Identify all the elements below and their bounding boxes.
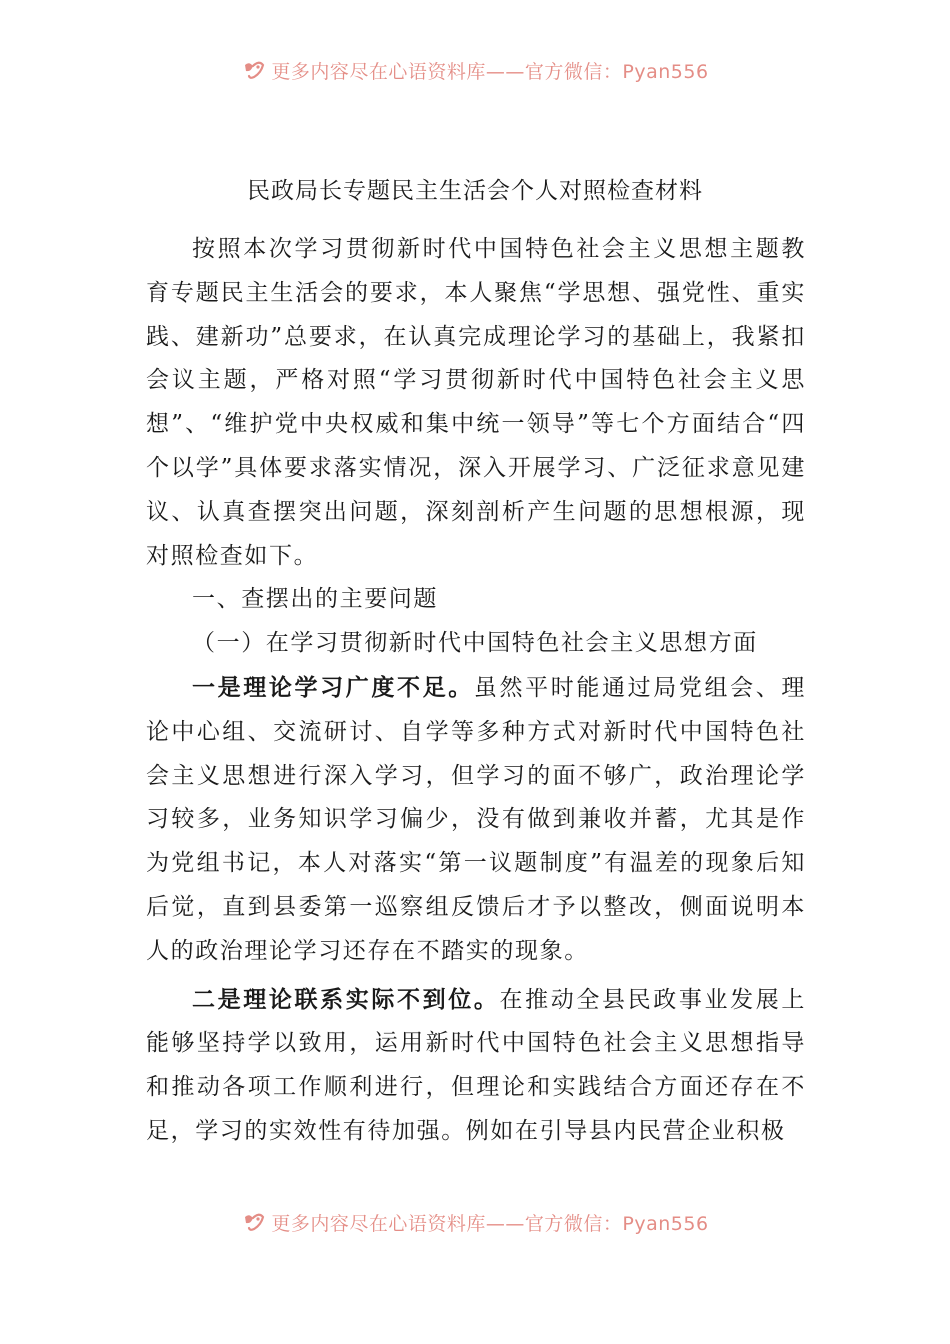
point-lead-1: 一是理论学习广度不足。: [192, 673, 474, 701]
point-body-1: 虽然平时能通过局党组会、理论中心组、交流研讨、自学等多种方式对新时代中国特色社会主义思想进行深入学习，但学习的面不够广，政治理论学习较多，业务知识学习偏少，没有做到兼收并蓄，尤其是作为党组书记，本人对落实“第一议题制度”有温差的现象后知后觉，直到县委第一巡察组反馈后才予以整改，侧面说明本人的政治理论学习还存在不踏实的现象。: [146, 674, 806, 964]
watermark-text: 更多内容尽在心语资料库——官方微信：Pyan556: [271, 1212, 709, 1235]
watermark-footer: [0, 1206, 950, 1238]
document-body: [146, 228, 806, 1154]
intro-paragraph: 按照本次学习贯彻新时代中国特色社会主义思想主题教育专题民主生活会的要求，本人聚焦“学思想、强党性、重实践、建新功”总要求，在认真完成理论学习的基础上，我紧扣会议主题，严格对照“学习贯彻新时代中国特色社会主义思想”、“维护党中央权威和集中统一领导”等七个方面结合“四个以学”具体要求落实情况，深入开展学习、广泛征求意见建议、认真查摆突出问题，深刻剖析产生问题的思想根源，现对照检查如下。: [146, 236, 806, 569]
point-paragraph-2: [146, 978, 806, 1154]
point-paragraph-1: [146, 666, 806, 974]
page-title: 民政局长专题民主生活会个人对照检查材料: [247, 178, 703, 204]
watermark-header: [0, 54, 950, 86]
watermark-logo-icon: [241, 1209, 267, 1235]
watermark-logo-icon: [241, 57, 267, 83]
section-heading: 一、查摆出的主要问题: [192, 586, 438, 613]
point-body-2: 在推动全县民政事业发展上能够坚持学以致用，运用新时代中国特色社会主义思想指导和推动各项工作顺利进行，但理论和实践结合方面还存在不足，学习的实效性有待加强。例如在引导县内民营企业积极: [146, 986, 806, 1144]
point-lead-2: 二是理论联系实际不到位。: [192, 985, 500, 1013]
subsection-heading: （一）在学习贯彻新时代中国特色社会主义思想方面: [192, 630, 758, 657]
watermark-text: 更多内容尽在心语资料库——官方微信：Pyan556: [271, 60, 709, 83]
